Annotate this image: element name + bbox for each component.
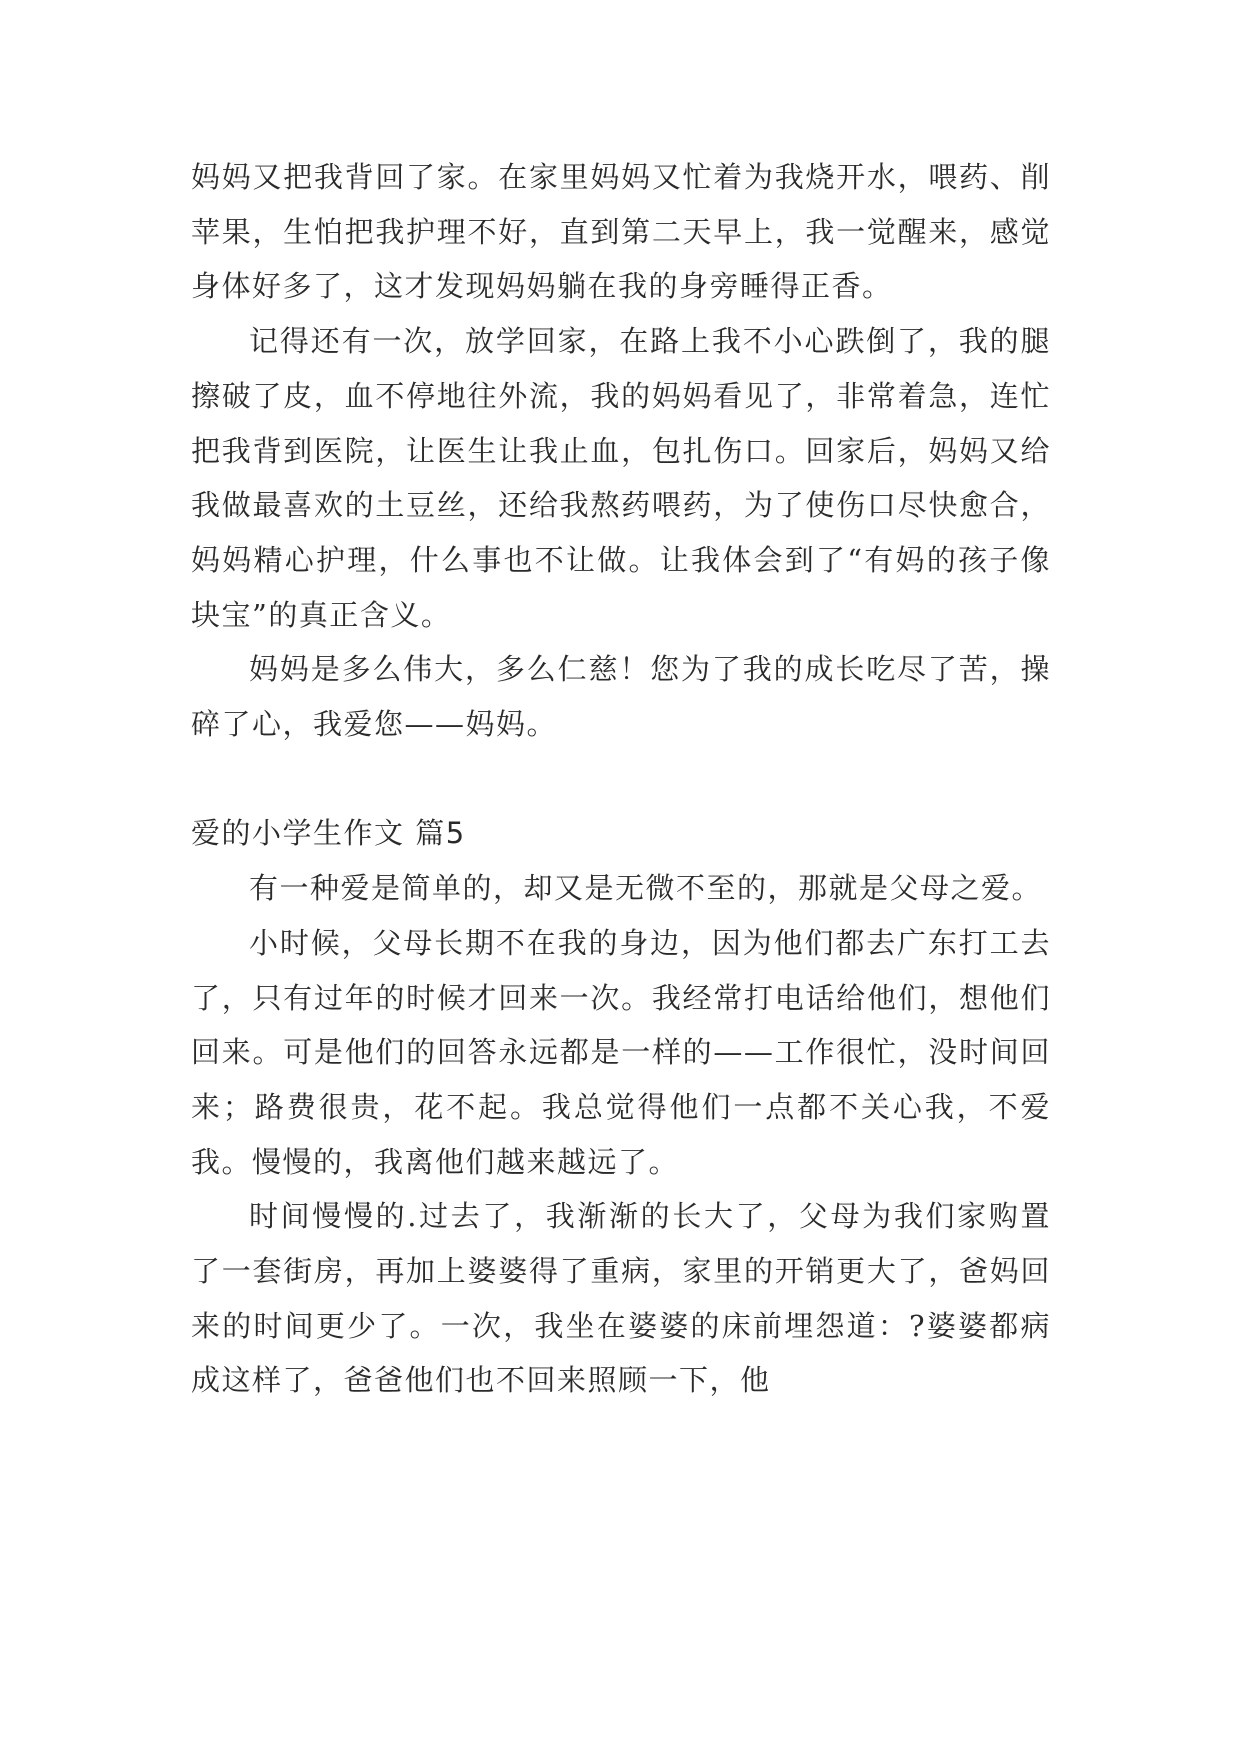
paragraph: 小时候，父母长期不在我的身边，因为他们都去广东打工去了，只有过年的时候才回来一次。我经常打电话给他们，想他们回来。可是他们的回答永远都是一样的——工作很忙，没时间回来；路费很贵，花不起。我总觉得他们一点都不关心我，不爱我。慢慢的，我离他们越来越远了。: [191, 925, 1051, 1179]
section-heading: 爱的小学生作文 篇5: [191, 816, 466, 851]
paragraph: 有一种爱是简单的，却又是无微不至的，那就是父母之爱。: [249, 871, 1043, 906]
paragraph-continued: 妈妈又把我背回了家。在家里妈妈又忙着为我烧开水，喂药、削苹果，生怕把我护理不好，直到第二天早上，我一觉醒来，感觉身体好多了，这才发现妈妈躺在我的身旁睡得正香。: [191, 160, 1051, 304]
section-spacer: [191, 752, 1051, 807]
paragraph: 记得还有一次，放学回家，在路上我不小心跌倒了，我的腿擦破了皮，血不停地往外流，我的妈妈看见了，非常着急，连忙把我背到医院，让医生让我止血，包扎伤口。回家后，妈妈又给我做最喜欢的土豆丝，还给我熬药喂药，为了使伤口尽快愈合，妈妈精心护理，什么事也不让做。让我体会到了“有妈的孩子像块宝”的真正含义。: [191, 324, 1051, 632]
document-body: [191, 150, 1051, 1408]
paragraph: 时间慢慢的.过去了，我渐渐的长大了，父母为我们家购置了一套街房，再加上婆婆得了重病，家里的开销更大了，爸妈回来的时间更少了。一次，我坐在婆婆的床前埋怨道：?婆婆都病成这样了，爸爸他们也不回来照顾一下，他: [191, 1199, 1051, 1398]
paragraph: 妈妈是多么伟大，多么仁慈！您为了我的成长吃尽了苦，操碎了心，我爱您——妈妈。: [191, 652, 1051, 742]
